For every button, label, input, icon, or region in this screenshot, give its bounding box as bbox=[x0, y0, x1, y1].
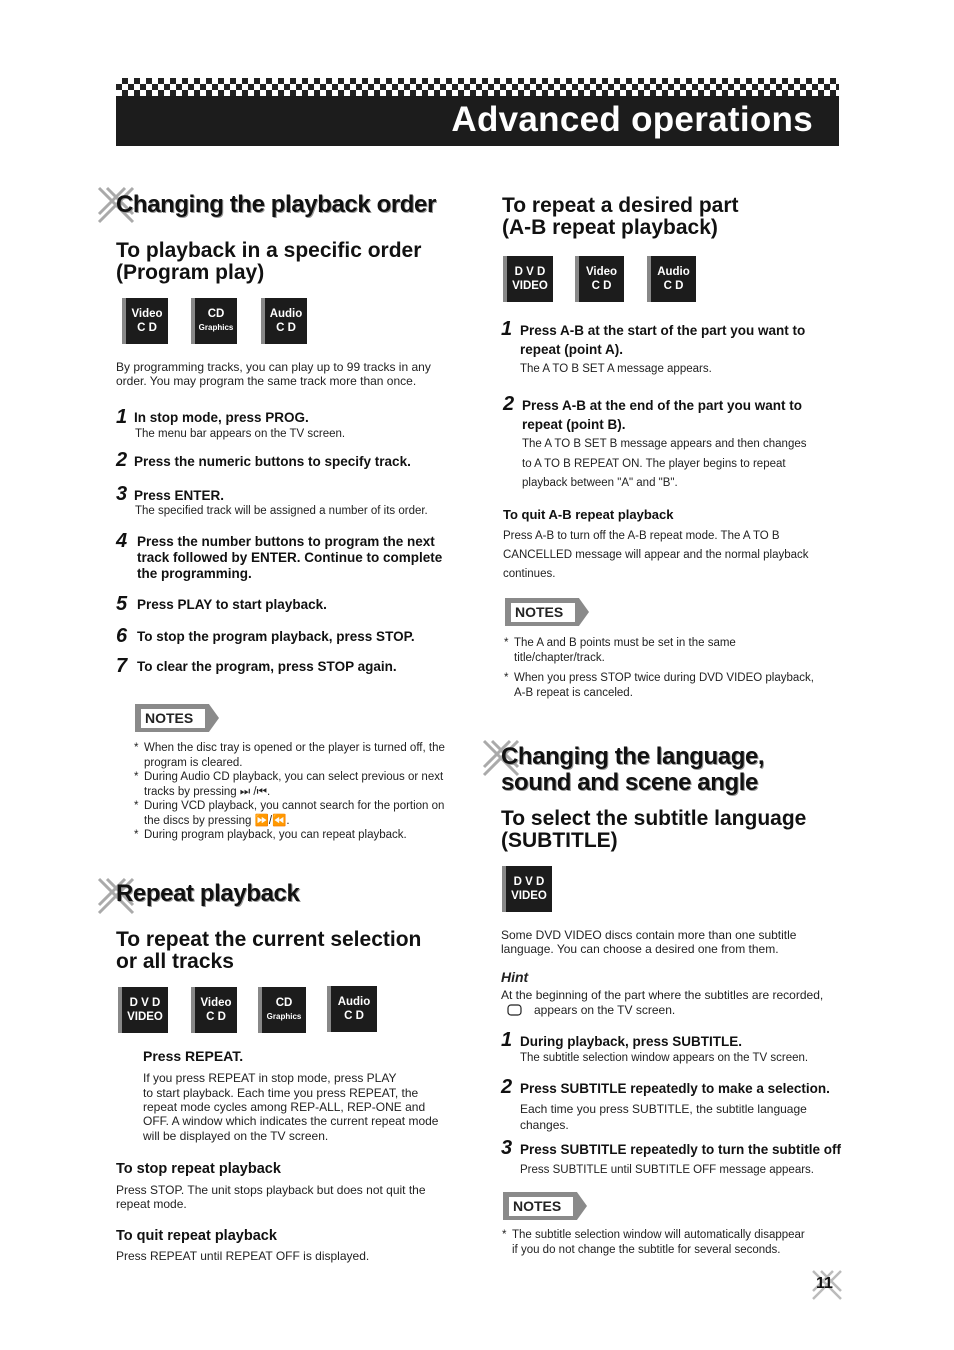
step-text: Press SUBTITLE repeatedly to make a selection. bbox=[520, 1081, 830, 1096]
press-repeat: Press REPEAT. bbox=[143, 1048, 244, 1064]
step-number: 2 bbox=[501, 1076, 513, 1098]
step-desc: The subtitle selection window appears on the TV screen. bbox=[520, 1052, 809, 1064]
disc-badge-audio-cd: Audio C D bbox=[327, 986, 377, 1032]
step-number: 6 bbox=[116, 625, 128, 647]
step-text: During playback, press SUBTITLE. bbox=[520, 1034, 743, 1049]
disc-badge-video-cd: Video C D bbox=[122, 298, 168, 344]
hint-text-2: appears on the TV screen. bbox=[534, 1003, 676, 1017]
note-item: * During program playback, you can repeat playback. bbox=[134, 829, 407, 841]
disc-badge-dvd-video: D V D VIDEO bbox=[118, 987, 168, 1033]
step-desc: to A TO B REPEAT ON. The player begins to repeat bbox=[522, 458, 786, 470]
ab-repeat-title-2: (A-B repeat playback) bbox=[502, 216, 718, 239]
step-text: the programming. bbox=[137, 566, 252, 581]
step-desc: The menu bar appears on the TV screen. bbox=[135, 428, 346, 440]
page-number bbox=[812, 1270, 842, 1300]
repeat-desc-2: to start playback. Each time you press REPEAT, the bbox=[143, 1086, 419, 1100]
step-desc: playback between "A" and "B". bbox=[522, 477, 678, 489]
notes-label: NOTES bbox=[135, 704, 219, 732]
step-text: Press the number buttons to program the next bbox=[137, 534, 435, 549]
ab-repeat-title-1: To repeat a desired part bbox=[502, 194, 739, 217]
step-text: Press SUBTITLE repeatedly to turn the subtitle off bbox=[520, 1142, 842, 1157]
step-number: 7 bbox=[116, 655, 128, 677]
disc-badge-audio-cd: Audio C D bbox=[647, 256, 696, 302]
repeat-desc-1: If you press REPEAT in stop mode, press PLAY bbox=[143, 1071, 397, 1085]
step-desc: changes. bbox=[520, 1118, 569, 1132]
stop-repeat-desc-2: repeat mode. bbox=[116, 1197, 187, 1211]
stop-repeat-heading: To stop repeat playback bbox=[116, 1161, 281, 1177]
repeat-title-2: or all tracks bbox=[116, 950, 234, 973]
section-heading-playback-order: Changing the playback order bbox=[116, 191, 436, 218]
quit-ab-desc: continues. bbox=[503, 568, 556, 580]
step-number: 1 bbox=[501, 1029, 513, 1051]
step-number: 4 bbox=[116, 530, 128, 552]
note-item: * During Audio CD playback, you can select previous or next tracks by pressing ⏭ /⏮. bbox=[134, 771, 444, 798]
disc-badge-dvd-video: D V D VIDEO bbox=[503, 256, 553, 302]
step-text: To stop the program playback, press STOP. bbox=[137, 629, 415, 644]
note-item: * During VCD playback, you cannot search for the portion on the discs by pressing ⏩/⏪. bbox=[134, 800, 445, 827]
disc-badge-cd-graphics: CD Graphics bbox=[258, 987, 306, 1033]
step-number: 3 bbox=[116, 483, 128, 505]
header-checker-band bbox=[116, 78, 839, 96]
note-item: * The subtitle selection window will automatically disappear if you do not change the subtitle for several seconds. bbox=[502, 1229, 805, 1256]
step-desc: The specified track will be assigned a number of its order. bbox=[135, 505, 428, 517]
step-number: 5 bbox=[116, 593, 128, 615]
step-number: 1 bbox=[116, 406, 128, 428]
step-text: track followed by ENTER. Continue to complete bbox=[137, 550, 443, 565]
quit-repeat-desc: Press REPEAT until REPEAT OFF is displayed. bbox=[116, 1249, 370, 1263]
step-number: 1 bbox=[501, 318, 513, 340]
disc-badge-video-cd: Video C D bbox=[575, 256, 624, 302]
step-text: repeat (point B). bbox=[522, 417, 626, 432]
program-intro-1: By programming tracks, you can play up to 99 tracks in any bbox=[116, 360, 431, 374]
note-item: * The A and B points must be set in the same title/chapter/track. bbox=[504, 637, 736, 664]
step-text: Press A-B at the end of the part you want to bbox=[522, 398, 803, 413]
disc-badge-video-cd: Video C D bbox=[191, 987, 237, 1033]
repeat-title-1: To repeat the current selection bbox=[116, 928, 422, 951]
step-desc: The A TO B SET B message appears and then changes bbox=[522, 438, 807, 450]
page-title: Advanced operations bbox=[451, 100, 813, 139]
page-number-text: 11 bbox=[816, 1275, 833, 1292]
subtitle-title-2: (SUBTITLE) bbox=[501, 829, 618, 852]
step-number: 3 bbox=[501, 1137, 513, 1159]
step-text: Press the numeric buttons to specify track. bbox=[134, 454, 411, 469]
hint-heading: Hint bbox=[501, 969, 529, 985]
repeat-desc-4: OFF. A window which indicates the current repeat mode bbox=[143, 1114, 439, 1128]
step-desc: The A TO B SET A message appears. bbox=[520, 363, 712, 375]
step-text: Press ENTER. bbox=[134, 488, 225, 503]
header-banner bbox=[116, 96, 839, 146]
subtitle-title-1: To select the subtitle language bbox=[501, 807, 807, 830]
note-item: * When you press STOP twice during DVD VIDEO playback, A-B repeat is canceled. bbox=[504, 672, 814, 699]
step-number: 2 bbox=[116, 449, 128, 471]
section-heading-language: Changing the language, bbox=[501, 743, 765, 770]
stop-repeat-desc-1: Press STOP. The unit stops playback but does not quit the bbox=[116, 1183, 426, 1197]
program-play-title-2: (Program play) bbox=[116, 261, 265, 284]
program-intro-2: order. You may program the same track more than once. bbox=[116, 374, 417, 388]
notes-label: NOTES bbox=[503, 1192, 587, 1220]
notes-label: NOTES bbox=[505, 598, 589, 626]
step-text: In stop mode, press PROG. bbox=[134, 410, 309, 425]
quit-ab-desc: Press A-B to turn off the A-B repeat mode. The A TO B bbox=[503, 530, 780, 542]
section-heading-language-2: sound and scene angle bbox=[501, 769, 758, 796]
step-number: 2 bbox=[503, 393, 515, 415]
step-text: Press PLAY to start playback. bbox=[137, 597, 327, 612]
repeat-desc-3: repeat mode cycles among REP-ALL, REP-ONE and bbox=[143, 1100, 426, 1114]
note-item: * When the disc tray is opened or the player is turned off, the program is cleared. bbox=[134, 742, 445, 769]
disc-badge-dvd-video: D V D VIDEO bbox=[502, 866, 552, 912]
step-desc: Each time you press SUBTITLE, the subtitle language bbox=[520, 1102, 807, 1116]
section-heading-repeat-playback: Repeat playback bbox=[116, 880, 300, 907]
quit-repeat-heading: To quit repeat playback bbox=[116, 1228, 277, 1244]
disc-badge-audio-cd: Audio C D bbox=[261, 298, 307, 344]
step-desc: Press SUBTITLE until SUBTITLE OFF message appears. bbox=[520, 1164, 814, 1176]
hint-text-1: At the beginning of the part where the subtitles are recorded, bbox=[501, 988, 824, 1002]
step-text: repeat (point A). bbox=[520, 342, 623, 357]
step-text: To clear the program, press STOP again. bbox=[137, 659, 397, 674]
subtitle-intro-1: Some DVD VIDEO discs contain more than one subtitle bbox=[501, 928, 797, 942]
subtitle-icon bbox=[507, 1004, 522, 1017]
program-play-title-1: To playback in a specific order bbox=[116, 239, 422, 262]
step-text: Press A-B at the start of the part you want to bbox=[520, 323, 806, 338]
quit-ab-desc: CANCELLED message will appear and the normal playback bbox=[503, 549, 809, 561]
quit-ab-heading: To quit A-B repeat playback bbox=[503, 507, 674, 522]
disc-badge-cd-graphics: CD Graphics bbox=[191, 298, 237, 344]
repeat-desc-5: will be displayed on the TV screen. bbox=[143, 1129, 329, 1143]
subtitle-intro-2: language. You can choose a desired one from them. bbox=[501, 942, 779, 956]
